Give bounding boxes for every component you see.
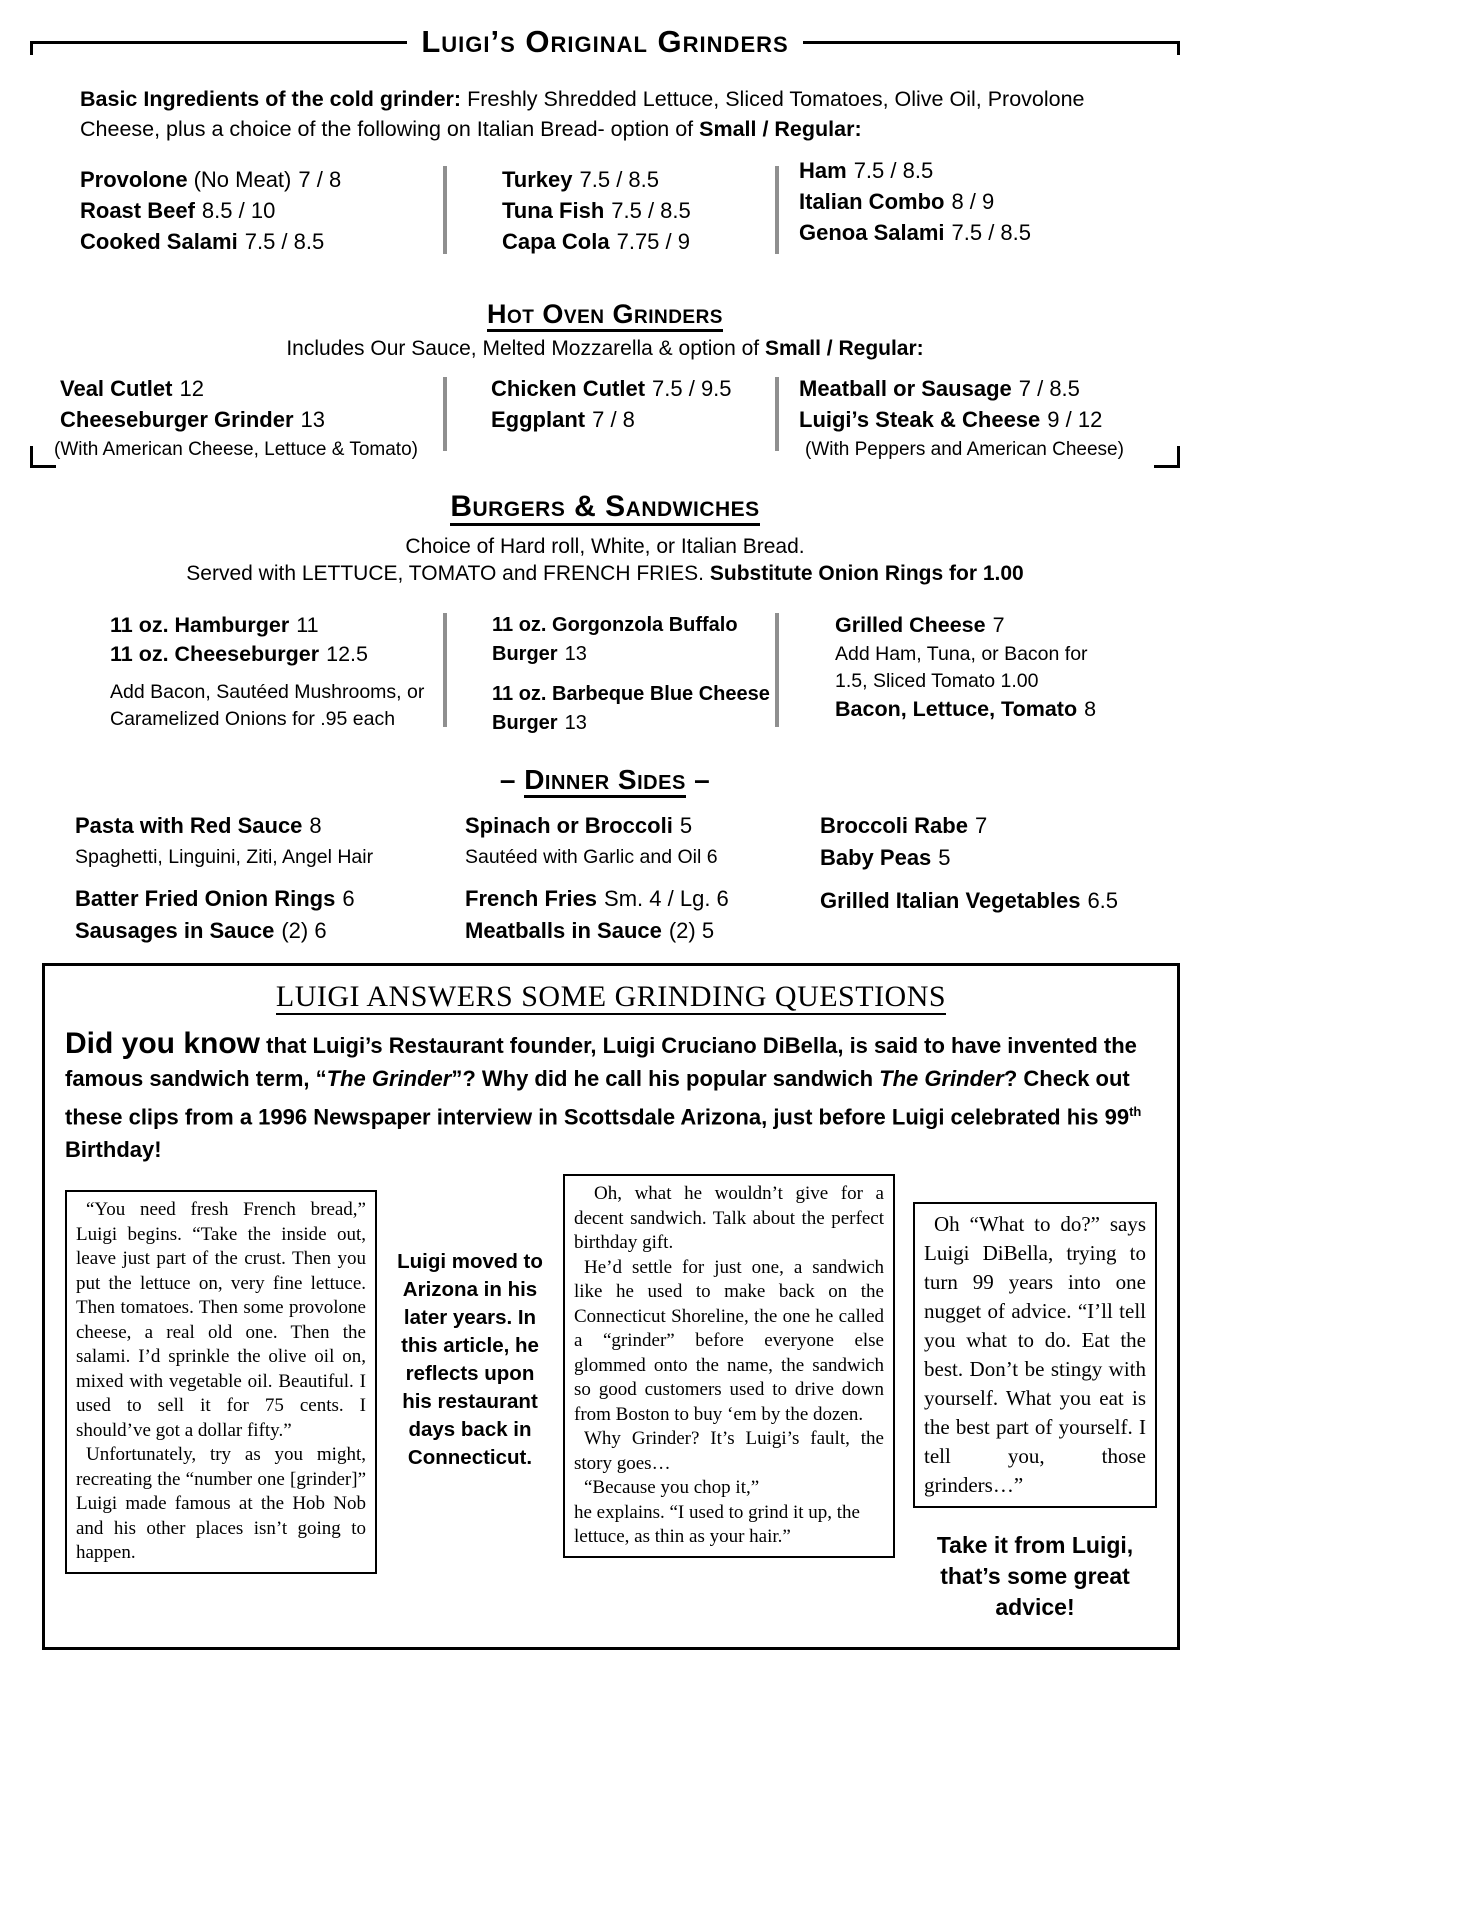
menu-item (60, 404, 443, 435)
intro-text-2: ”? Why did he call his popular sandwich (451, 1066, 880, 1091)
menu-item (75, 883, 465, 915)
item-price: (2) 5 (668, 918, 715, 943)
menu-item (799, 155, 1180, 186)
menu-item (820, 810, 1180, 842)
item-name: Broccoli Rabe (820, 813, 968, 838)
item-price: 12.5 (326, 642, 368, 666)
item-name: Bacon, Lettuce, Tomato (835, 697, 1078, 721)
menu-item (80, 164, 443, 195)
item-name: Veal Cutlet (60, 376, 173, 401)
menu-item (799, 186, 1180, 217)
item-name: Ham (799, 158, 847, 183)
item-price: 7.5 / 8.5 (244, 229, 325, 254)
quote-paragraph: “You need fresh French bread,” Luigi begins. “Take the inside out, leave just part of the crust. Then you put the lettuce on, very fine lettuce. Then tomatoes. Then some provolone cheese, a real old one. Then the salami. I’d sprinkle the olive oil on, mixed with vegetable oil. Beautiful. I used to sell it for 75 cents. I should’ve got a dollar fifty.” (76, 1199, 366, 1441)
closing-line: Take it from Luigi, that’s some great advice! (936, 1532, 1134, 1621)
quote-box-recipe (65, 1190, 377, 1574)
item-name: Italian Combo (799, 189, 945, 214)
cold-column-1 (30, 164, 443, 257)
title-rule-right (803, 41, 1180, 44)
item-description: Spaghetti, Linguini, Ziti, Angel Hair (75, 846, 374, 868)
item-price: 6 (342, 886, 355, 911)
item-price: 7 (992, 613, 1005, 637)
item-price: Sm. 4 / Lg. 6 (604, 886, 729, 911)
item-description: Add Ham, Tuna, or Bacon for 1.5, Sliced Tomato 1.00 (835, 643, 1088, 692)
intro-text-4: Birthday! (65, 1137, 162, 1163)
burgers-subtitle-2 (30, 560, 1180, 587)
item-description: (With Peppers and American Cheese) (805, 439, 1124, 460)
menu-item (491, 404, 775, 435)
item-name: Batter Fried Onion Rings (75, 886, 336, 911)
title-row (30, 24, 1180, 60)
item-price: 8.5 / 10 (201, 198, 276, 223)
item-description: Add Bacon, Sautéed Mushrooms, or Caramelized Onions for .95 each (110, 681, 425, 730)
item-price: 8 (309, 813, 322, 838)
item-name: 11 oz. Gorgonzola Buffalo Burger (492, 614, 738, 665)
menu-item (820, 842, 1180, 874)
menu-item (820, 885, 1180, 917)
hot-column-1 (30, 373, 443, 462)
item-price: (2) 6 (281, 918, 327, 943)
cold-grinders-columns (30, 158, 1180, 257)
item-price: 8 / 9 (951, 189, 995, 214)
burgers-column-2 (447, 611, 775, 738)
dinner-sides-columns (30, 810, 1180, 947)
menu-item (502, 195, 775, 226)
item-price: 7 / 8.5 (1018, 376, 1080, 401)
quote-paragraph: Why Grinder? It’s Luigi’s fault, the story goes… (574, 1428, 884, 1474)
item-name: Grilled Italian Vegetables (820, 888, 1081, 913)
menu-page (30, 0, 1180, 1650)
hot-oven-subtitle (30, 337, 1180, 361)
item-price: 5 (679, 813, 693, 838)
sides-column-3 (820, 810, 1180, 947)
menu-item (80, 226, 443, 257)
item-name: 11 oz. Cheeseburger (110, 642, 320, 666)
menu-item (80, 195, 443, 226)
item-name: 11 oz. Barbeque Blue Cheese Burger (492, 683, 770, 734)
cold-column-2 (447, 164, 775, 257)
story-section (42, 963, 1180, 1650)
menu-item (465, 810, 820, 842)
item-name: Baby Peas (820, 845, 932, 870)
hot-sub-options: Small / Regular: (764, 337, 924, 360)
menu-item (502, 226, 775, 257)
menu-item (465, 915, 820, 947)
item-price: 7.5 / 8.5 (853, 158, 934, 183)
cold-intro-body: Freshly Shredded Lettuce, Sliced Tomatoes, Olive Oil, Provolone Cheese, plus a choice of the following on Italian Bread- option of (80, 87, 1085, 141)
quote-box-birthday (563, 1174, 895, 1558)
heading-dash-left: – (499, 764, 516, 795)
story-columns (65, 1174, 1157, 1623)
item-price: 9 / 12 (1047, 407, 1103, 432)
menu-item (492, 680, 775, 738)
burgers-column-3 (779, 611, 1180, 738)
hot-oven-columns (30, 373, 1180, 462)
item-name: Tuna Fish (502, 198, 605, 223)
menu-item (799, 373, 1180, 404)
item-note: (No Meat) (193, 167, 292, 192)
item-name: Luigi’s Steak & Cheese (799, 407, 1041, 432)
hot-column-3 (779, 373, 1180, 462)
item-price: 7 / 8 (592, 407, 635, 432)
did-you-know-lead: Did you know (65, 1027, 260, 1060)
item-name: 11 oz. Hamburger (110, 613, 290, 637)
item-price: 8 (1084, 697, 1097, 721)
item-name: Grilled Cheese (835, 613, 986, 637)
hot-sub-plain: Includes Our Sauce, Melted Mozzarella & option of (286, 337, 765, 360)
item-name: Cheeseburger Grinder (60, 407, 294, 432)
menu-item (491, 373, 775, 404)
item-price: 7.5 / 9.5 (652, 376, 732, 401)
cold-column-3 (779, 155, 1180, 257)
item-name: Roast Beef (80, 198, 195, 223)
item-price: 7 / 8 (298, 167, 342, 192)
sides-column-2 (465, 810, 820, 947)
quote-paragraph: He’d settle for just one, a sandwich like he used to make back on the Connecticut Shoreline, the one he called a “grinder” before everyone else glommed onto the name, the sandwich so good customers used to drive down from Boston to buy ‘em by the dozen. (574, 1256, 884, 1425)
item-price: 7.5 / 8.5 (579, 167, 660, 192)
menu-item (75, 810, 465, 842)
quote-box-advice (913, 1202, 1157, 1508)
cold-intro-options: Small / Regular: (699, 117, 862, 141)
item-price: 13 (300, 407, 325, 432)
the-grinder-italic: The Grinder (326, 1066, 452, 1091)
hot-oven-heading: Hot Oven Grinders (30, 299, 1180, 330)
frame-corner-bottom-left (30, 446, 56, 468)
item-price: 12 (179, 376, 204, 401)
item-name: Meatball or Sausage (799, 376, 1012, 401)
story-intro (65, 1027, 1157, 1166)
menu-item (492, 611, 775, 669)
item-description: Sautéed with Garlic and Oil 6 (465, 846, 718, 868)
quote-paragraph: he explains. “I used to grind it up, the lettuce, as thin as your hair.” (574, 1501, 860, 1548)
item-name: Provolone (80, 167, 188, 192)
intro-text-3: ? Check out these clips from a 1996 Newspaper interview in Scottsdale Arizona, just before Luigi celebrated his 99 (65, 1066, 1130, 1130)
item-name: Eggplant (491, 407, 586, 432)
menu-item (502, 164, 775, 195)
dinner-sides-heading: – Dinner Sides – (30, 764, 1180, 796)
menu-item (75, 915, 465, 947)
item-name: French Fries (465, 886, 598, 911)
ordinal-suffix: th (1129, 1104, 1142, 1119)
burgers-sub2-plain: Served with LETTUCE, TOMATO and FRENCH FRIES. (186, 562, 710, 585)
hot-column-2 (447, 373, 775, 462)
menu-item (110, 640, 443, 669)
item-price: 11 (296, 613, 319, 637)
menu-item (110, 611, 443, 640)
menu-item (835, 695, 1180, 724)
item-name: Genoa Salami (799, 220, 945, 245)
item-price: 7.5 / 8.5 (951, 220, 1032, 245)
page-title: Luigi’s Original Grinders (421, 24, 789, 59)
quote-paragraph: Oh “What to do?” says Luigi DiBella, trying to turn 99 years into one nugget of advice. “I’ll tell you what to do. Eat the best. Don’t be stingy with yourself. What you eat is the best part of yourself. I tell you, those grinders…” (924, 1212, 1146, 1498)
item-price: 7 (974, 813, 988, 838)
item-name: Meatballs in Sauce (465, 918, 662, 943)
item-name: Spinach or Broccoli (465, 813, 673, 838)
heading-dash-right: – (694, 764, 711, 795)
menu-item (60, 373, 443, 404)
burgers-subtitle-1: Choice of Hard roll, White, or Italian Bread. (405, 535, 805, 558)
burgers-sub2-bold: Substitute Onion Rings for 1.00 (709, 562, 1024, 585)
item-price: 7.5 / 8.5 (611, 198, 691, 223)
item-description: (With American Cheese, Lettuce & Tomato) (54, 439, 418, 460)
cold-grinders-intro (80, 84, 1090, 144)
frame-corner-bottom-right (1154, 446, 1180, 468)
the-grinder-italic: The Grinder (879, 1066, 1004, 1091)
quote-paragraph: Oh, what he wouldn’t give for a decent sandwich. Talk about the perfect birthday gift. (574, 1183, 884, 1254)
burgers-column-1 (30, 611, 443, 738)
item-price: 7.75 / 9 (616, 229, 690, 254)
item-price: 5 (938, 845, 951, 870)
menu-item (465, 883, 820, 915)
story-aside: Luigi moved to Arizona in his later years. In this article, he reflects upon his restaurant days back in Connecticut. (397, 1250, 543, 1470)
quote-paragraph: “Because you chop it,” (584, 1477, 760, 1499)
item-price: 6.5 (1087, 888, 1119, 913)
quote-paragraph: Unfortunately, try as you might, recreating the “number one [grinder]” Luigi made famous at the Hob Nob and his other places isn’t going to happen. (76, 1444, 366, 1564)
menu-item (799, 217, 1180, 248)
story-heading: LUIGI ANSWERS SOME GRINDING QUESTIONS (275, 980, 947, 1013)
item-name: Turkey (502, 167, 573, 192)
grinders-frame (30, 24, 1180, 468)
intro-text-1: that Luigi’s Restaurant founder, Luigi Cruciano DiBella, is said to have invented the famous sandwich term, “ (65, 1033, 1137, 1091)
item-name: Pasta with Red Sauce (75, 813, 303, 838)
sides-column-1 (30, 810, 465, 947)
title-rule-left (30, 41, 407, 44)
item-name: Sausages in Sauce (75, 918, 275, 943)
item-name: Capa Cola (502, 229, 610, 254)
story-right-column (913, 1174, 1157, 1623)
item-price: 13 (564, 712, 587, 734)
menu-item (835, 611, 1180, 640)
cold-intro-lead: Basic Ingredients of the cold grinder: (80, 87, 462, 111)
menu-item (799, 404, 1180, 435)
item-name: Cooked Salami (80, 229, 238, 254)
burgers-columns (30, 611, 1180, 738)
item-price: 13 (564, 643, 587, 665)
item-name: Chicken Cutlet (491, 376, 646, 401)
burgers-heading: Burgers & Sandwiches (30, 490, 1180, 524)
